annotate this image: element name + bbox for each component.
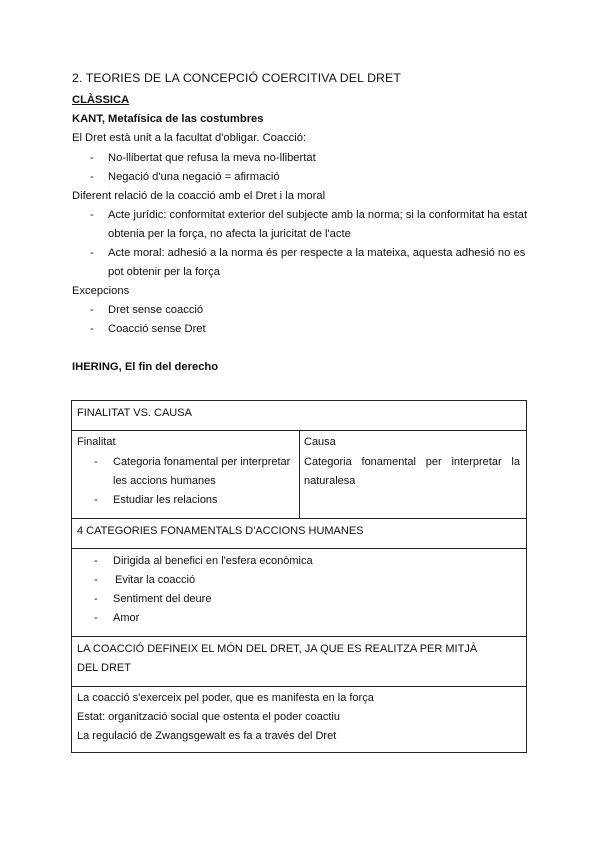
conclusion-line: La coacció s'exerceix pel poder, que es manifesta en la força: [77, 692, 374, 704]
acte-juridic-line2: obtenia per la força, no afecta la juricitat de l'acte: [108, 228, 351, 240]
kant-intro: El Dret està unit a la facultat d'obligar. Coacció:: [72, 132, 307, 144]
category-item: Amor: [113, 612, 140, 624]
row-header-coaccio-line1: LA COACCIÓ DEFINEIX EL MÓN DEL DRET, JA QUE ES REALITZA PER MITJÀ: [77, 643, 478, 655]
bullet-dash: -: [94, 574, 98, 586]
table-column-divider: [299, 430, 300, 518]
finalitat-item1-line2: les accions humanes: [113, 475, 216, 487]
bullet-dash: -: [90, 323, 94, 335]
causa-label: Causa: [304, 436, 336, 448]
section-title: 2. TEORIES DE LA CONCEPCIÓ COERCITIVA DEL DRET: [72, 71, 401, 85]
acte-juridic-line1: Acte jurídic: conformitat exterior del subjecte amb la norma; si la conformitat ha estat: [108, 209, 528, 221]
category-item: Evitar la coacció: [115, 574, 196, 586]
bullet-dash: -: [94, 593, 98, 605]
acte-moral-line2: pot obtenir per la força: [108, 266, 220, 278]
table-divider: [72, 686, 526, 687]
row-header-finalitat-causa: FINALITAT VS. CAUSA: [77, 407, 192, 419]
coaccio-item: Negació d'una negació = afirmació: [108, 171, 280, 183]
acte-moral-line1: Acte moral: adhesió a la norma és per respecte a la mateixa, aquesta adhesió no es: [108, 247, 526, 259]
bullet-dash: -: [90, 209, 94, 221]
bullet-dash: -: [94, 456, 98, 468]
bullet-dash: -: [90, 304, 94, 316]
bullet-dash: -: [94, 555, 98, 567]
kant-heading: KANT, Metafísica de las costumbres: [72, 113, 264, 125]
bullet-dash: -: [90, 247, 94, 259]
finalitat-label: Finalitat: [77, 436, 116, 448]
excepcio-item: Coacció sense Dret: [108, 323, 206, 335]
bullet-dash: -: [90, 171, 94, 183]
excepcions-label: Excepcions: [72, 285, 130, 297]
ihering-table: [71, 400, 527, 753]
classica-heading: CLÀSSICA: [72, 94, 130, 106]
excepcio-item: Dret sense coacció: [108, 304, 204, 316]
category-item: Dirigida al benefici en l'esfera econòmica: [113, 555, 313, 567]
relacio-intro: Diferent relació de la coacció amb el Dret i la moral: [72, 190, 326, 202]
table-divider: [72, 636, 526, 637]
table-divider: [72, 518, 526, 519]
causa-line2: naturalesa: [304, 475, 356, 487]
conclusion-line: Estat: organització social que ostenta el poder coactiu: [77, 711, 340, 723]
causa-line1: Categoria fonamental per interpretar la: [304, 456, 520, 468]
bullet-dash: -: [94, 494, 98, 506]
coaccio-item: No-llibertat que refusa la meva no-llibertat: [108, 152, 316, 164]
bullet-dash: -: [90, 152, 94, 164]
finalitat-item2: Estudiar les relacions: [113, 494, 218, 506]
conclusion-line: La regulació de Zwangsgewalt es fa a través del Dret: [77, 730, 337, 742]
finalitat-item1-line1: Categoria fonamental per interpretar: [113, 456, 291, 468]
row-header-coaccio-line2: DEL DRET: [77, 662, 131, 674]
row-header-categories: 4 CATEGORIES FONAMENTALS D'ACCIONS HUMANES: [77, 525, 364, 537]
category-item: Sentiment del deure: [113, 593, 212, 605]
table-divider: [72, 548, 526, 549]
bullet-dash: -: [94, 612, 98, 624]
ihering-heading: IHERING, El fin del derecho: [72, 361, 219, 373]
